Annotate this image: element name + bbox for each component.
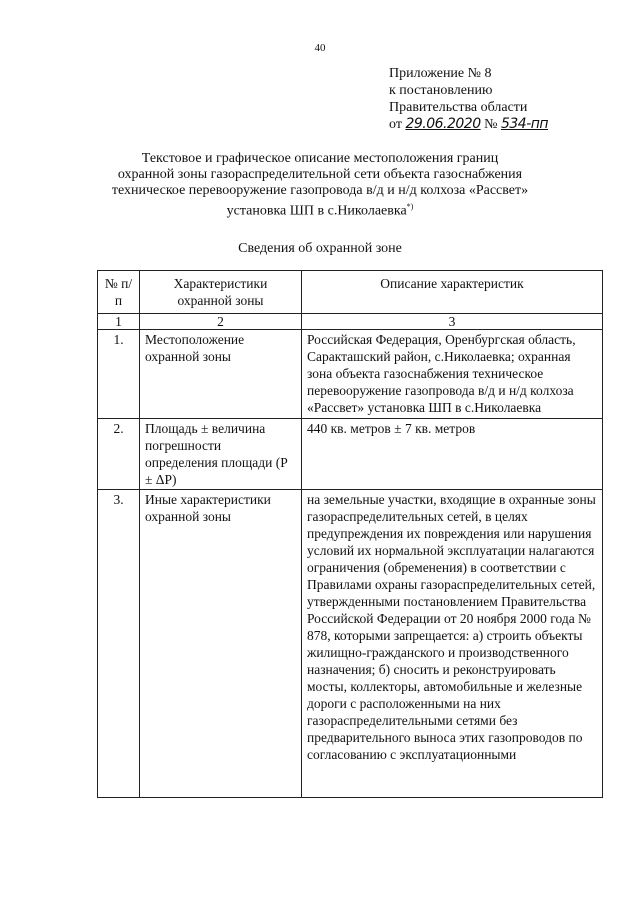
date-prefix: от xyxy=(389,117,402,132)
row-number: 2. xyxy=(98,419,140,490)
table-header-row xyxy=(98,271,603,314)
row-description: на земельные участки, входящие в охранные зоны газораспределительных сетей, в целях предупреждения их повреждения или нарушения условий их нормальной эксплуатации налагаются ограничения (обременения) в соответствии с Правилами охраны газораспределительных сетей, утвержденными постановлением Правительства Российской Федерации от 20 ноября 2000 года № 878, которыми запрещается: а) строить объекты жилищно-гражданского и производственного назначения; б) сносить и реконструировать мосты, коллекторы, автомобильные и железные дороги с расположенными на них газораспределительными сетями без предварительного выноса этих газопроводов по согласованию с эксплуатационными xyxy=(302,490,603,798)
header-characteristics: Характеристики охранной зоны xyxy=(140,271,302,314)
page-number: 40 xyxy=(314,42,326,54)
appendix-date-line xyxy=(389,116,548,133)
header-number: № п/п xyxy=(98,271,140,314)
column-number-2: 2 xyxy=(140,314,302,330)
column-number-row xyxy=(98,314,603,330)
table-row xyxy=(98,490,603,798)
title-line-4 xyxy=(80,199,560,220)
column-number-3: 3 xyxy=(302,314,603,330)
header-description: Описание характеристик xyxy=(302,271,603,314)
title-line-3: техническое перевооружение газопровода в/д и н/д колхоза «Рассвет» xyxy=(111,183,529,198)
handwritten-date: 29.06.2020 xyxy=(405,116,481,132)
title-line-2: охранной зоны газораспределительной сети объекта газоснабжения xyxy=(117,167,523,182)
table-row xyxy=(98,330,603,419)
footnote-mark: *) xyxy=(406,202,414,211)
row-description: 440 кв. метров ± 7 кв. метров xyxy=(302,419,603,490)
title-line-1: Текстовое и графическое описание местоположения границ xyxy=(141,151,499,166)
row-description: Российская Федерация, Оренбургская область, Саракташский район, с.Николаевка; охранная зона объекта газоснабжения техническое перевооружение газопровода в/д и н/д колхоза «Рассвет» установка ШП в с.Николаевка xyxy=(302,330,603,419)
protection-zone-table xyxy=(97,270,603,798)
appendix-title: Приложение № 8 xyxy=(389,66,492,81)
row-number: 3. xyxy=(98,490,140,798)
appendix-line-resolution: к постановлению xyxy=(389,83,493,98)
handwritten-number: 534-пп xyxy=(500,116,549,132)
table-row xyxy=(98,419,603,490)
number-prefix: № xyxy=(484,117,498,132)
row-characteristic: Площадь ± величина погрешности определения площади (P ± ΔP) xyxy=(140,419,302,490)
row-characteristic: Иные характеристики охранной зоны xyxy=(140,490,302,798)
document-title xyxy=(80,151,560,220)
title-line-4-text: установка ШП в с.Николаевка xyxy=(226,203,407,219)
column-number-1: 1 xyxy=(98,314,140,330)
section-subtitle: Сведения об охранной зоне xyxy=(238,241,402,256)
row-number: 1. xyxy=(98,330,140,419)
row-characteristic: Местоположение охранной зоны xyxy=(140,330,302,419)
appendix-line-government: Правительства области xyxy=(389,100,528,115)
appendix-block xyxy=(389,65,548,133)
